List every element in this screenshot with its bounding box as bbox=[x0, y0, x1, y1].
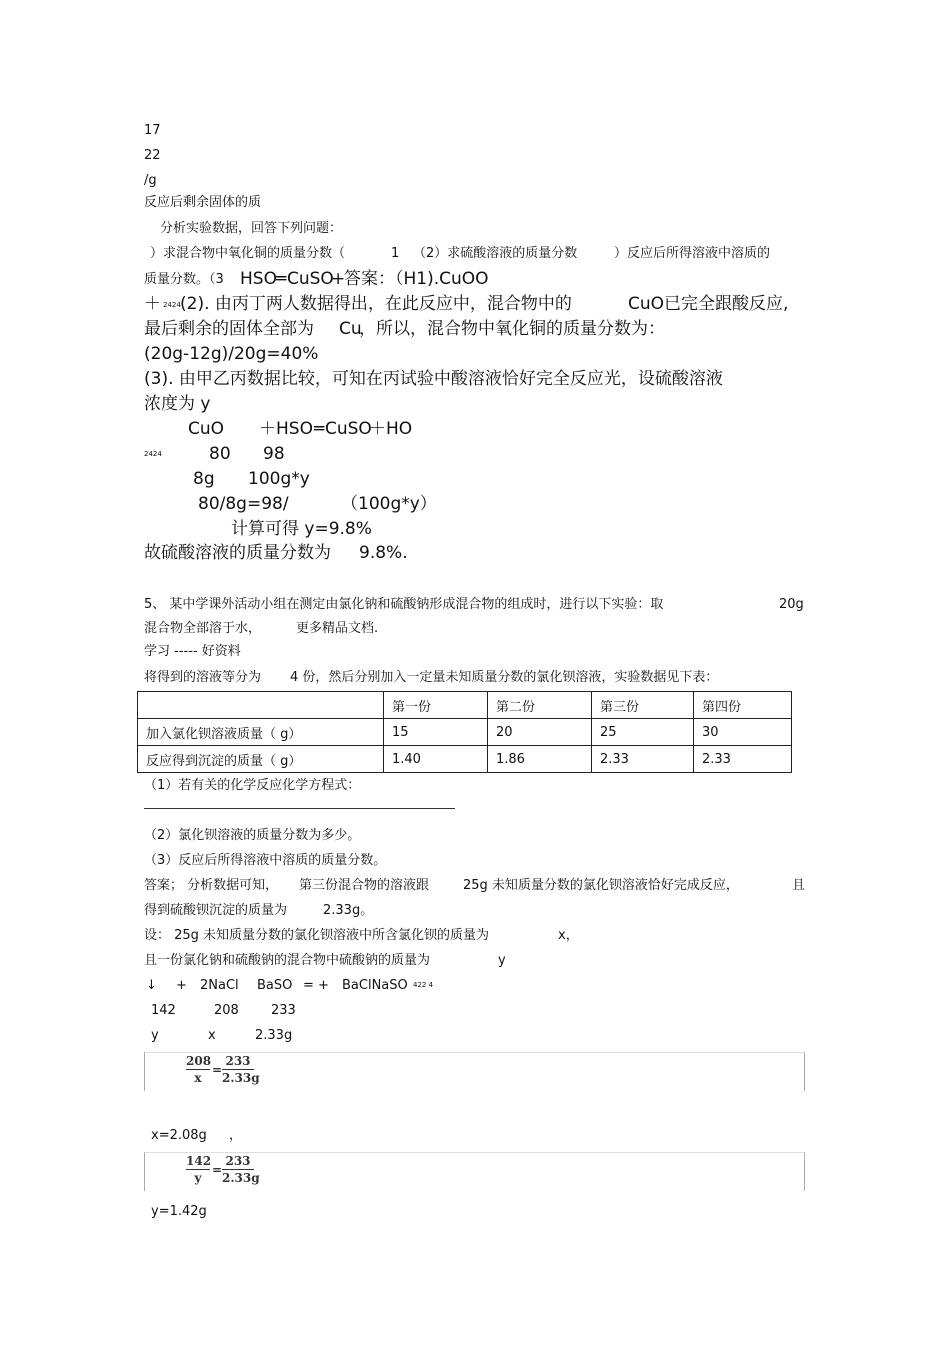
answer-line2-cont: ，所以，混合物中氧化铜的质量分数为： bbox=[359, 319, 665, 339]
answer-concentration: 浓度为 y bbox=[144, 394, 211, 414]
equation-h2so4: ＋HSO bbox=[259, 419, 313, 439]
equation-cuo: CuO bbox=[188, 419, 225, 439]
answer5-line4: 且一份氯化钠和硫酸钠的混合物中硫酸钠的质量为 bbox=[144, 953, 431, 968]
value-100gy: 100g*y bbox=[248, 469, 310, 489]
more-docs-note: 更多精品文档. bbox=[296, 621, 379, 636]
fraction-bar bbox=[222, 1069, 254, 1070]
answer-cu: Cu bbox=[339, 319, 362, 339]
table-cell: 反应得到沉淀的质量（ g） bbox=[138, 746, 384, 773]
eq5-subscripts: 422 4 bbox=[413, 981, 434, 989]
fraction-numerator: 208 bbox=[186, 1054, 212, 1068]
table-cell: 2.33 bbox=[694, 746, 792, 773]
eq5-plus: + bbox=[176, 978, 187, 993]
answer5-line1-c: 25g 未知质量分数的氯化钡溶液恰好完成反应， bbox=[463, 878, 739, 893]
eq5-arrow: ↓ bbox=[146, 978, 157, 993]
equation-subscripts: 2424 bbox=[144, 450, 162, 458]
problem5-line2: 混合物全部溶于水， bbox=[144, 621, 262, 636]
question-5-3: （3）反应后所得溶液中溶质的质量分数。 bbox=[144, 853, 387, 868]
eq5-bacl-naso: BaClNaSO bbox=[342, 978, 408, 993]
calc-result: 计算可得 y=9.8% bbox=[231, 519, 372, 539]
table-cell: 1.40 bbox=[384, 746, 488, 773]
answer5-line3: 设： 25g 未知质量分数的氯化钡溶液中所含氯化钡的质量为 bbox=[144, 928, 490, 943]
table-cell: 30 bbox=[694, 719, 792, 746]
answer-subscripts: 2424 bbox=[163, 301, 181, 309]
formula-h2so4: HSO bbox=[240, 269, 277, 289]
problem5-line1: 5、 某中学课外活动小组在测定由氯化钠和硫酸钠形成混合物的组成时，进行以下实验：取 bbox=[144, 597, 664, 612]
fraction-142-y bbox=[186, 1154, 210, 1185]
eq5-baso4: BaSO bbox=[257, 978, 293, 993]
table-row bbox=[138, 719, 792, 746]
conclusion: 故硫酸溶液的质量分数为 bbox=[144, 543, 331, 563]
equation-cuso4: CuSO bbox=[325, 419, 372, 439]
question-2: （2）求硫酸溶液的质量分数 bbox=[413, 246, 578, 261]
mass-208: 208 bbox=[214, 1003, 239, 1018]
ratio-left: 80/8g=98/ bbox=[198, 494, 289, 514]
text-17: 17 bbox=[144, 123, 161, 138]
text-unit-g: /g bbox=[144, 173, 157, 188]
ratio-right: （100g*y） bbox=[341, 494, 437, 514]
table-row bbox=[138, 746, 792, 773]
table-header-cell: 第三份 bbox=[592, 692, 694, 719]
question-3: ）反应后所得溶液中溶质的 bbox=[614, 246, 771, 261]
formula-plus: + bbox=[331, 269, 346, 289]
mass-80: 80 bbox=[209, 444, 231, 464]
data-table bbox=[137, 691, 792, 773]
answer-cuo: CuO已完全跟酸反应, bbox=[628, 294, 789, 314]
answer5-line4-b: y bbox=[498, 953, 506, 968]
question-5-1: （1）若有关的化学反应化学方程式： bbox=[144, 778, 361, 793]
fraction-equals: = bbox=[212, 1063, 223, 1077]
problem5-line4-cont: 4 份，然后分别加入一定量未知质量分数的氯化钡溶液，实验数据见下表： bbox=[290, 670, 719, 685]
fraction-denominator: x bbox=[194, 1071, 202, 1085]
table-header-cell: 第一份 bbox=[384, 692, 488, 719]
result-x: x=2.08g bbox=[151, 1128, 207, 1143]
table-header-row bbox=[138, 692, 792, 719]
var-y: y bbox=[151, 1028, 159, 1043]
fraction-bar bbox=[186, 1069, 210, 1070]
eq5-nacl: 2NaCl bbox=[200, 978, 239, 993]
formula-cuso4: CuSO bbox=[287, 269, 334, 289]
var-x: x bbox=[208, 1028, 216, 1043]
table-cell: 15 bbox=[384, 719, 488, 746]
mass-142: 142 bbox=[151, 1003, 176, 1018]
answer-percent-calc: (20g-12g)/20g=40% bbox=[144, 344, 319, 364]
text-remaining-solid: 反应后剩余固体的质 bbox=[144, 195, 262, 210]
fraction-denominator: 2.33g bbox=[222, 1071, 260, 1085]
table-header-cell: 第四份 bbox=[694, 692, 792, 719]
answer-part3: (3). 由甲乙丙数据比较，可知在丙试验中酸溶液恰好完全反应光，设硫酸溶液 bbox=[144, 369, 723, 389]
text-22: 22 bbox=[144, 148, 161, 163]
conclusion-value: 9.8%. bbox=[359, 543, 408, 563]
answer5-line1: 答案； 分析数据可知， bbox=[144, 878, 279, 893]
fraction-numerator: 233 bbox=[225, 1054, 251, 1068]
fraction-denominator: 2.33g bbox=[222, 1171, 260, 1185]
fraction-208-x bbox=[186, 1054, 210, 1085]
table-cell: 25 bbox=[592, 719, 694, 746]
answer-label: 答案：（H1).CuOO bbox=[344, 269, 489, 289]
table-cell: 1.86 bbox=[488, 746, 592, 773]
answer5-line1-b: 第三份混合物的溶液跟 bbox=[299, 878, 430, 893]
answer-line2: 最后剩余的固体全部为 bbox=[144, 319, 314, 339]
fraction-bar bbox=[186, 1169, 210, 1170]
result-y: y=1.42g bbox=[151, 1204, 207, 1219]
answer5-line2-b: 2.33g。 bbox=[323, 903, 374, 918]
problem5-20g: 20g bbox=[779, 597, 804, 612]
study-materials-note: 学习 ----- 好资料 bbox=[144, 644, 241, 659]
text-analyze-data: 分析实验数据，回答下列问题： bbox=[160, 221, 343, 236]
mass-98: 98 bbox=[263, 444, 285, 464]
equation-equals: ═ bbox=[314, 419, 325, 439]
answer5-line2: 得到硫酸钡沉淀的质量为 bbox=[144, 903, 288, 918]
fraction-denominator: y bbox=[194, 1171, 202, 1185]
table-cell: 2.33 bbox=[592, 746, 694, 773]
answer-blank-line bbox=[144, 808, 455, 809]
fraction-233-233g bbox=[222, 1154, 260, 1185]
fraction-numerator: 142 bbox=[186, 1154, 212, 1168]
table-header-cell: 第二份 bbox=[488, 692, 592, 719]
fraction-bar bbox=[222, 1169, 254, 1170]
equation-h2o: ＋HO bbox=[369, 419, 413, 439]
answer-plus: ＋ bbox=[144, 294, 161, 314]
fraction-equals: = bbox=[212, 1163, 223, 1177]
value-8g: 8g bbox=[193, 469, 215, 489]
fraction-numerator: 233 bbox=[225, 1154, 251, 1168]
table-cell: 20 bbox=[488, 719, 592, 746]
var-233g: 2.33g bbox=[255, 1028, 293, 1043]
fraction-233-233g bbox=[222, 1054, 260, 1085]
table-header-cell bbox=[138, 692, 384, 719]
question-3-cont: 质量分数。（3 bbox=[144, 272, 224, 287]
eq5-equals: = + bbox=[303, 978, 329, 993]
problem5-line4: 将得到的溶液等分为 bbox=[144, 670, 262, 685]
table-cell: 加入氯化钡溶液质量（ g） bbox=[138, 719, 384, 746]
result-comma: ， bbox=[229, 1128, 243, 1143]
question-1: ）求混合物中氧化铜的质量分数（ bbox=[150, 246, 346, 261]
mass-233: 233 bbox=[271, 1003, 296, 1018]
answer5-line3-b: x， bbox=[558, 928, 579, 943]
question-5-2: （2）氯化钡溶液的质量分数为多少。 bbox=[144, 828, 361, 843]
question-1-number: 1 bbox=[391, 246, 400, 261]
formula-equals: ═ bbox=[276, 269, 287, 289]
answer5-line1-d: 且 bbox=[792, 878, 806, 893]
answer-part2: (2). 由丙丁两人数据得出，在此反应中，混合物中的 bbox=[180, 294, 572, 314]
